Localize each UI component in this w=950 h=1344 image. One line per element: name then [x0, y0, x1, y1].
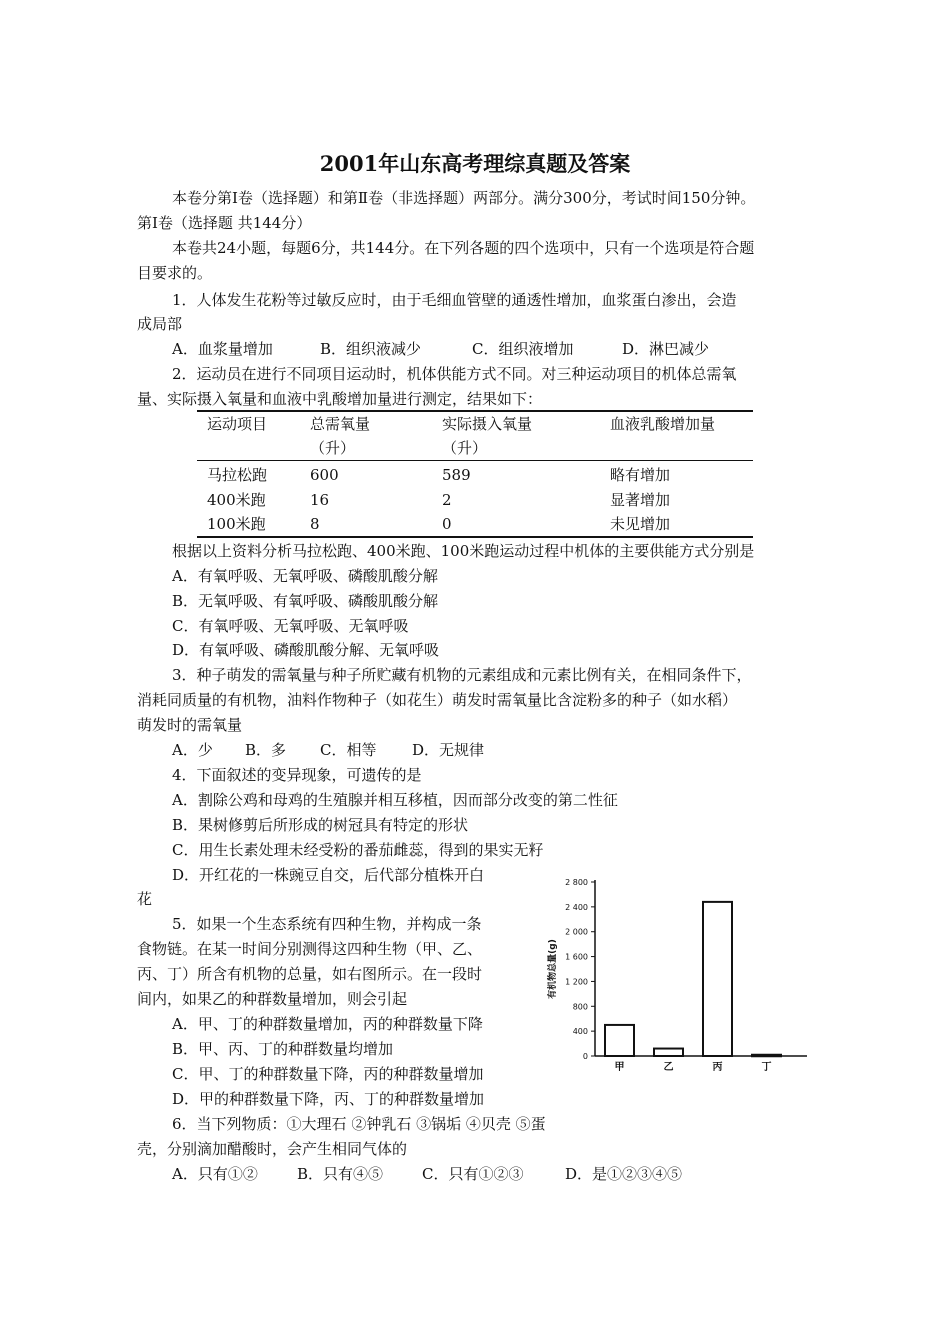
- x-tick-label: 甲: [614, 1062, 625, 1073]
- table-cell: 400米跑: [207, 491, 266, 509]
- bar-1: [605, 1025, 634, 1056]
- option-c: C．有氧呼吸、无氧呼吸、无氧呼吸: [172, 617, 409, 635]
- table-unit: （升）: [310, 439, 356, 457]
- question-2-stem: 根据以上资料分析马拉松跑、400米跑、100米跑运动过程中机体的主要供能方式分别是: [172, 542, 755, 560]
- option-b: B．无氧呼吸、有氧呼吸、磷酸肌酸分解: [172, 592, 439, 610]
- y-tick-label: 2 400: [565, 902, 588, 912]
- question-1-text: 成局部: [137, 315, 183, 333]
- y-tick-label: 400: [572, 1027, 588, 1037]
- section-heading: 第Ⅰ卷（选择题 共144分）: [137, 214, 312, 232]
- y-tick-label: 2 000: [565, 927, 588, 937]
- option-d: D．淋巴减少: [622, 340, 710, 358]
- table-cell: 8: [310, 515, 320, 533]
- table-header: 总需氧量: [310, 415, 371, 433]
- table-cell: 16: [310, 491, 330, 509]
- question-3-text: 消耗同质量的有机物，油料作物种子（如花生）萌发时需氧量比含淀粉多的种子（如水稻）: [137, 691, 738, 709]
- table-unit: （升）: [442, 439, 488, 457]
- table-header: 血液乳酸增加量: [610, 415, 716, 433]
- bar-3: [703, 902, 732, 1056]
- option-c: C．只有①②③: [422, 1165, 524, 1183]
- bar-2: [654, 1049, 683, 1056]
- table-bottom-rule: [197, 536, 753, 538]
- y-tick-label: 1 200: [565, 977, 588, 987]
- question-6-text: 6．当下列物质：①大理石 ②钟乳石 ③锅垢 ④贝壳 ⑤蛋: [172, 1115, 546, 1133]
- option-d: D．甲的种群数量下降，丙、丁的种群数量增加: [172, 1090, 485, 1108]
- option-d: D．有氧呼吸、磷酸肌酸分解、无氧呼吸: [172, 641, 440, 659]
- question-2-text: 2．运动员在进行不同项目运动时，机体供能方式不同。对三种运动项目的机体总需氧: [172, 365, 737, 383]
- option-b: B．果树修剪后所形成的树冠具有特定的形状: [172, 816, 469, 834]
- table-cell: 马拉松跑: [207, 466, 268, 484]
- y-tick-label: 800: [572, 1002, 588, 1012]
- table-cell: 589: [442, 466, 471, 484]
- table-cell: 未见增加: [610, 515, 671, 533]
- bar-chart: [545, 872, 815, 1086]
- table-header-rule: [197, 460, 753, 461]
- question-6-text: 壳，分别滴加醋酸时，会产生相同气体的: [137, 1140, 408, 1158]
- question-3-text: 萌发时的需氧量: [137, 716, 243, 734]
- option-d: D．开红花的一株豌豆自交，后代部分植株开白: [172, 866, 485, 884]
- bar-chart-svg: [545, 872, 815, 1082]
- instruction-line: 目要求的。: [137, 264, 213, 282]
- x-tick-label: 丁: [761, 1062, 772, 1073]
- option-c: C．相等: [320, 741, 377, 759]
- table-cell: 显著增加: [610, 491, 671, 509]
- question-5-text: 间内，如果乙的种群数量增加，则会引起: [137, 990, 408, 1008]
- option-b: B．组织液减少: [320, 340, 422, 358]
- option-a: A．割除公鸡和母鸡的生殖腺并相互移植，因而部分改变的第二性征: [172, 791, 618, 809]
- question-5-text: 食物链。在某一时间分别测得这四种生物（甲、乙、: [137, 940, 483, 958]
- option-d: D．无规律: [412, 741, 485, 759]
- option-d: D．是①②③④⑤: [565, 1165, 683, 1183]
- x-tick-label: 乙: [663, 1062, 674, 1073]
- table-cell: 2: [442, 491, 452, 509]
- bar-4: [752, 1055, 781, 1057]
- y-axis-label: 有机物总量(g): [548, 939, 558, 999]
- table-top-rule: [197, 410, 753, 412]
- y-tick-label: 2 800: [565, 878, 588, 887]
- question-2-text: 量、实际摄入氧量和血液中乳酸增加量进行测定，结果如下：: [137, 390, 543, 408]
- intro-line: 本卷分第Ⅰ卷（选择题）和第Ⅱ卷（非选择题）两部分。满分300分，考试时间150分钟。: [172, 189, 756, 207]
- option-d-wrap: 花: [137, 890, 153, 908]
- table-header: 运动项目: [207, 415, 268, 433]
- option-b: B．多: [245, 741, 287, 759]
- option-c: C．用生长素处理未经受粉的番茄雌蕊，得到的果实无籽: [172, 841, 544, 859]
- option-a: A．有氧呼吸、无氧呼吸、磷酸肌酸分解: [172, 567, 438, 585]
- option-a: A．少: [172, 741, 213, 759]
- option-c: C．甲、丁的种群数量下降，丙的种群数量增加: [172, 1065, 484, 1083]
- question-5-text: 5．如果一个生态系统有四种生物，并构成一条: [172, 915, 482, 933]
- table-cell: 100米跑: [207, 515, 266, 533]
- table-cell: 0: [442, 515, 452, 533]
- question-3-text: 3．种子萌发的需氧量与种子所贮藏有机物的元素组成和元素比例有关，在相同条件下，: [172, 666, 752, 684]
- option-a: A．甲、丁的种群数量增加，丙的种群数量下降: [172, 1015, 483, 1033]
- question-1-text: 1．人体发生花粉等过敏反应时，由于毛细血管壁的通透性增加，血浆蛋白渗出，会造: [172, 291, 737, 309]
- question-5-text: 丙、丁）所含有机物的总量，如右图所示。在一段时: [137, 965, 483, 983]
- page-title: 2001年山东高考理综真题及答案: [319, 151, 631, 176]
- option-b: B．甲、丙、丁的种群数量均增加: [172, 1040, 394, 1058]
- option-c: C．组织液增加: [472, 340, 574, 358]
- instruction-line: 本卷共24小题，每题6分，共144分。在下列各题的四个选项中，只有一个选项是符合题: [172, 239, 755, 257]
- option-b: B．只有④⑤: [297, 1165, 384, 1183]
- table-cell: 600: [310, 466, 339, 484]
- table-cell: 略有增加: [610, 466, 671, 484]
- x-tick-label: 丙: [712, 1062, 723, 1073]
- option-a: A．血浆量增加: [172, 340, 273, 358]
- table-header: 实际摄入氧量: [442, 415, 533, 433]
- y-tick-label: 0: [582, 1052, 588, 1061]
- option-a: A．只有①②: [172, 1165, 258, 1183]
- y-tick-label: 1 600: [565, 952, 588, 962]
- question-4-text: 4．下面叙述的变异现象，可遗传的是: [172, 766, 422, 784]
